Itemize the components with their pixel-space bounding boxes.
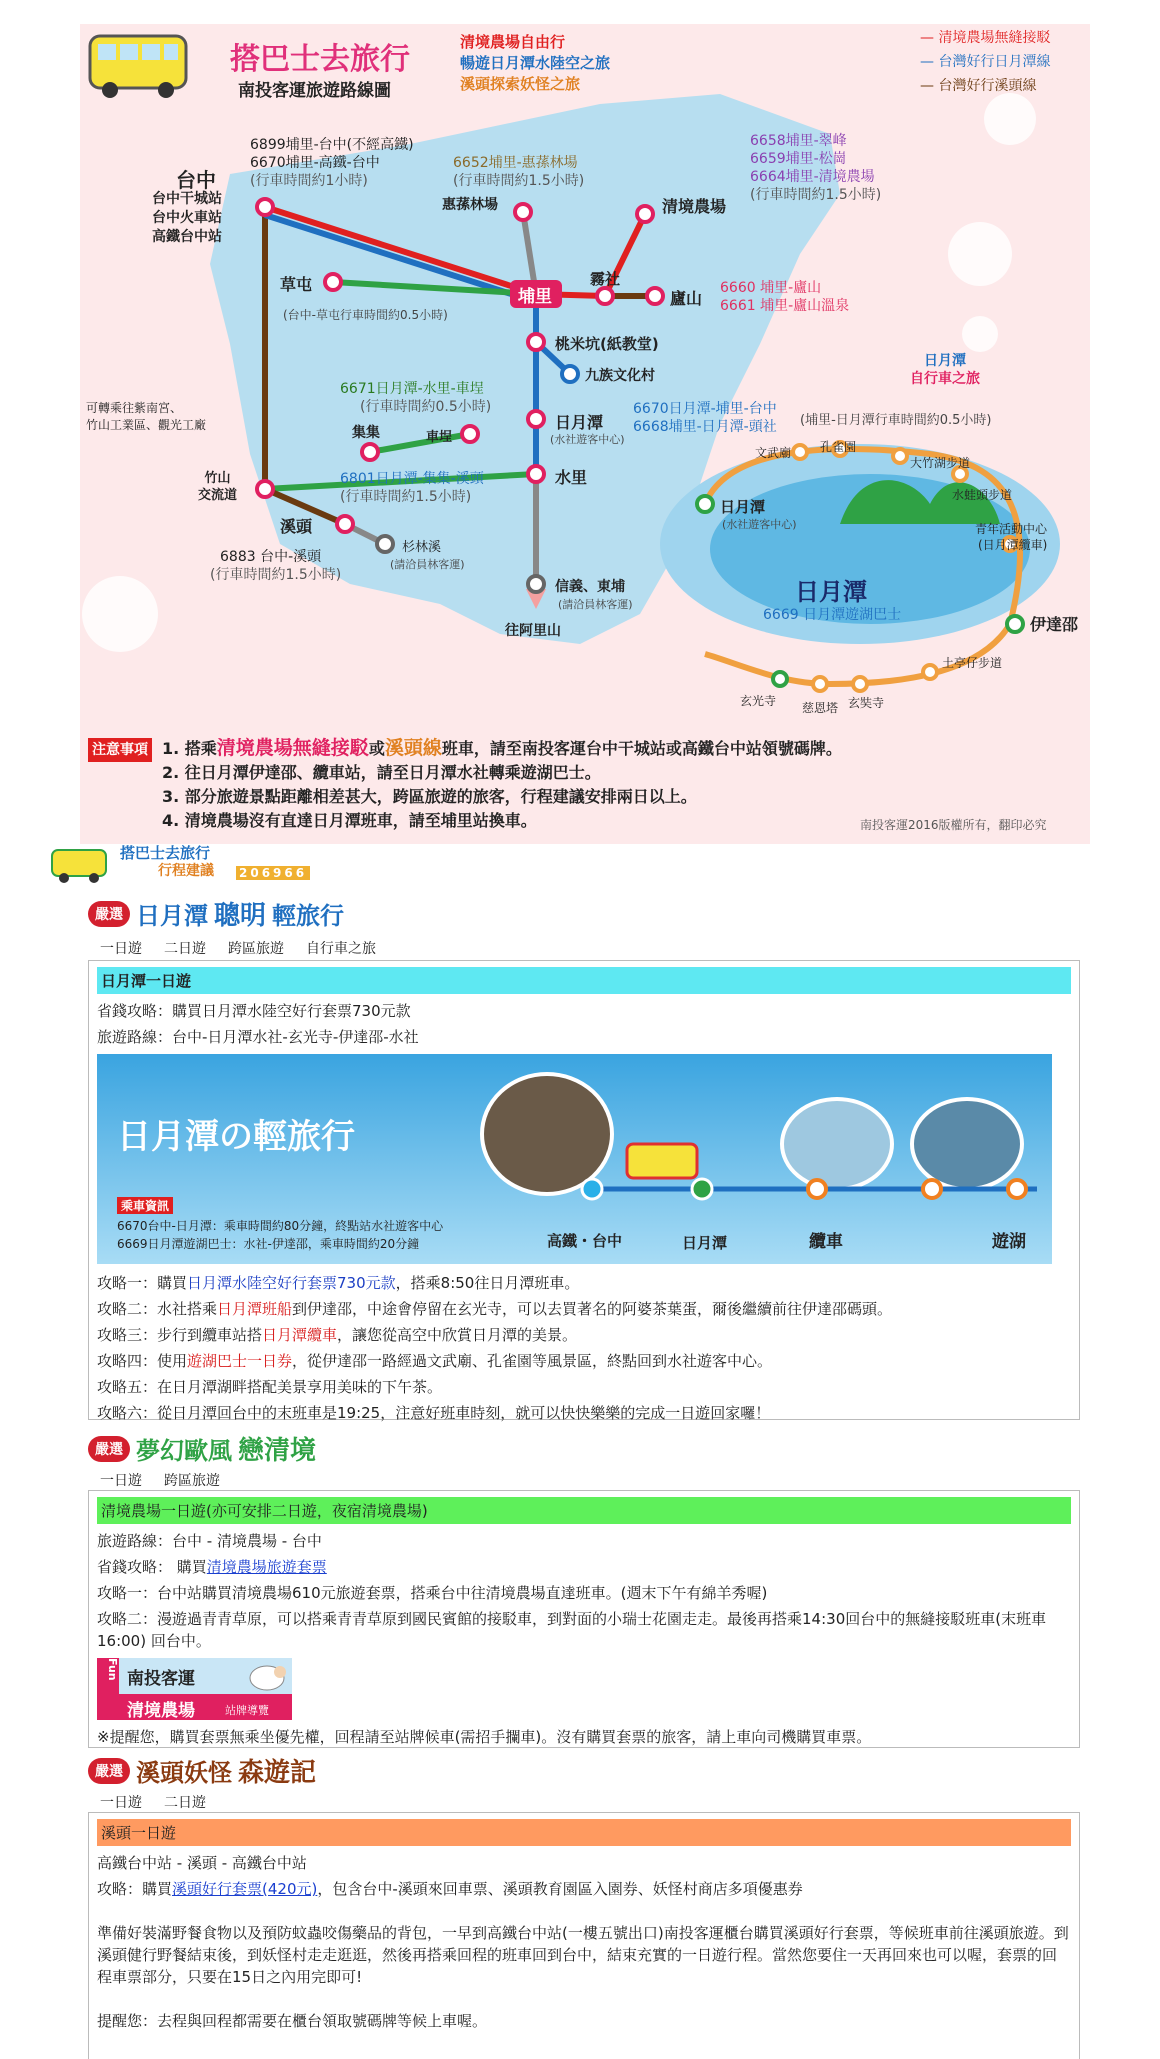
box-line: 高鐵台中站 - 溪頭 - 高鐵台中站 xyxy=(97,1854,307,1872)
lake-stop: 玄奘寺 xyxy=(848,696,885,710)
stop-wushe xyxy=(597,288,613,304)
banner-timeline xyxy=(577,1174,1047,1204)
box-line: 旅遊路線：台中-日月潭水社-玄光寺-伊達邵-水社 xyxy=(97,1028,419,1046)
zhushan-line: 竹山 xyxy=(204,471,231,486)
tab-one-day[interactable]: 一日遊 xyxy=(100,1790,142,1816)
label-lushan: 廬山 xyxy=(670,289,703,308)
strategy-text: ，搭乘8:50往日月潭班車。 xyxy=(395,1274,580,1292)
section-title-part: 夢幻歐風 xyxy=(136,1437,232,1465)
bike-tour xyxy=(910,352,980,388)
lake-title: 日月潭 xyxy=(795,578,867,606)
notice-item: 2. 往日月潭伊達邵、纜車站，請至日月潭水社轉乘遊湖巴士。 xyxy=(162,763,601,782)
tagline: 清境農場自由行 xyxy=(460,33,566,51)
stop-lushan xyxy=(647,288,663,304)
lake-stop: 玄光寺 xyxy=(740,694,777,708)
notice-text: 或 xyxy=(368,739,385,758)
xinyi-note: (請洽員林客運) xyxy=(558,598,633,611)
puli-sml-time: (埔里-日月潭行車時間約0.5小時) xyxy=(800,413,992,428)
section-title-part: 森遊記 xyxy=(238,1758,317,1788)
route-label: 6652埔里-惠蓀林場 xyxy=(453,155,578,171)
stop-shuili xyxy=(528,466,544,482)
xitou-package-link[interactable]: 溪頭好行套票(420元) xyxy=(172,1880,318,1898)
notice-text: 班車，請至南投客運台中干城站或高鐵台中站領號碼牌。 xyxy=(441,739,842,758)
ride-info-tag: 乘車資訊 xyxy=(117,1197,173,1214)
legend-label: 清境農場無縫接駁 xyxy=(938,30,1051,46)
label-taomi: 桃米坑(紙教堂) xyxy=(555,335,659,353)
suggest-header xyxy=(50,842,350,888)
strategy-highlight: 日月潭水陸空好行套票730元款 xyxy=(187,1274,396,1292)
legend-label: 台灣好行溪頭線 xyxy=(938,78,1037,94)
tab-two-day[interactable]: 二日遊 xyxy=(164,936,206,962)
route-6801 xyxy=(340,470,484,506)
route-label: 6801日月潭-集集-溪頭 xyxy=(340,471,484,487)
legend-item: — 台灣好行日月潭線 xyxy=(920,54,1051,70)
label-alishan: 往阿里山 xyxy=(505,623,561,639)
route-label: 6668埔里-日月潭-頭社 xyxy=(633,419,777,435)
reminder: ※提醒您，購買套票無乘坐優先權，回程請至站牌候車(需招手攔車)。沒有購買套票的旅客，請上車向司機購買車票。 xyxy=(97,1728,872,1746)
banner-stop: 高鐵・台中 xyxy=(547,1232,623,1250)
banner-title: 日月潭の輕旅行 xyxy=(117,1117,355,1157)
transfer-note xyxy=(86,400,206,434)
banner-stop: 日月潭 xyxy=(682,1234,728,1252)
stop-huisun xyxy=(515,204,531,220)
box-title: 溪頭一日遊 xyxy=(97,1819,1071,1846)
route-6883 xyxy=(210,548,341,584)
selected-badge: 嚴選 xyxy=(88,1758,130,1784)
strategy-text: 攻略六：從日月潭回台中的末班車是19:25，注意好班車時刻，就可以快快樂樂的完成一日遊回家囉！ xyxy=(97,1404,771,1422)
fun-tag: Fun xyxy=(97,1658,119,1698)
label-puli: 埔里 xyxy=(518,287,552,307)
lushan-routes xyxy=(720,279,849,315)
strategy-item xyxy=(97,1374,1071,1400)
visitor-center: (水社遊客中心) xyxy=(550,433,625,446)
route-label: 6883 台中-溪頭 xyxy=(220,549,322,565)
section-sunmoon-tabs xyxy=(100,936,376,962)
selected-badge: 嚴選 xyxy=(88,1436,130,1462)
tab-two-day[interactable]: 二日遊 xyxy=(164,1795,206,1811)
taichung-routes xyxy=(250,136,414,190)
tour-banner xyxy=(97,1054,1052,1264)
legend-item: — 台灣好行溪頭線 xyxy=(920,78,1037,94)
label-huisun: 惠蓀林場 xyxy=(442,197,498,213)
strategy-text: 攻略三：步行到纜車站搭 xyxy=(97,1326,263,1344)
shanlinxi-note: (請洽員林客運) xyxy=(390,558,465,571)
box-title: 清境農場一日遊(亦可安排二日遊，夜宿清境農場) xyxy=(97,1497,1071,1524)
box-line-text: ，包含台中-溪頭來回車票、溪頭教育園區入園券、妖怪村商店多項優惠券 xyxy=(317,1880,803,1898)
stop-taomi xyxy=(528,334,544,350)
stop-jiuzu xyxy=(562,366,578,382)
stop-zhushan xyxy=(257,481,273,497)
label-jiuzu: 九族文化村 xyxy=(585,368,655,384)
stop-sunmoon xyxy=(528,411,544,427)
lake-stop: 水蛙頭步道 xyxy=(952,488,1013,502)
strategy-text: 攻略二：水社搭乘 xyxy=(97,1300,218,1318)
ride-info: 6670台中-日月潭：乘車時間約80分鐘，終點站水社遊客中心 xyxy=(117,1219,444,1233)
route-6669: 6669 日月潭遊湖巴士 xyxy=(763,607,902,623)
notice-text: 1. 搭乘 xyxy=(162,739,217,758)
stop-guide-tail: 站牌導覽 xyxy=(225,1704,269,1717)
route-map xyxy=(80,24,1090,844)
legend-label: 台灣好行日月潭線 xyxy=(938,54,1051,70)
notice-highlight: 清境農場無縫接駁 xyxy=(216,737,369,759)
notice-box xyxy=(88,736,842,833)
route-6671 xyxy=(340,380,491,416)
section-sunmoon-title xyxy=(88,895,344,932)
brand-subtitle: 南投客運旅遊路線圖 xyxy=(238,81,391,101)
copyright: 南投客運2016版權所有，翻印必究 xyxy=(860,818,1047,832)
strategy-text: 攻略五：在日月潭湖畔搭配美景享用美味的下午茶。 xyxy=(97,1378,443,1396)
notice-item: 4. 清境農場沒有直達日月潭班車，請至埔里站換車。 xyxy=(162,811,537,830)
taichung-stops xyxy=(152,190,222,247)
zhushan-line: 交流道 xyxy=(198,488,238,503)
tagline: 溪頭探索妖怪之旅 xyxy=(460,75,581,93)
stop-checheng xyxy=(462,426,478,442)
strategy-item xyxy=(97,1322,1071,1348)
strategy-text: ，從伊達邵一路經過文武廟、孔雀園等風景區，終點回到水社遊客中心。 xyxy=(292,1352,773,1370)
transfer-line: 竹山工業區、觀光工廠 xyxy=(86,418,207,432)
lake-sml-note: (水社遊客中心) xyxy=(722,518,797,531)
section-title-part: 戀清境 xyxy=(238,1436,317,1466)
route-label: 6670埔里-高鐵-台中 xyxy=(250,155,380,171)
label-xitou: 溪頭 xyxy=(280,517,313,536)
banner-stop: 遊湖 xyxy=(992,1232,1026,1252)
stop-caotun xyxy=(325,274,341,290)
label-jiji: 集集 xyxy=(352,425,380,441)
label-qingjing: 清境農場 xyxy=(662,197,727,216)
lake-stop: 文武廟 xyxy=(755,446,792,460)
stop-xitou xyxy=(337,516,353,532)
bike-title: 日月潭 xyxy=(924,353,966,369)
bus-icon xyxy=(90,36,186,98)
box-line: 攻略二：漫遊過青青草原，可以搭乘青青草原到國民賓館的接駁車，到對面的小瑞士花園走走。最後再搭乘14:30回台中的無縫接駁班車(末班車16:00) 回台中。 xyxy=(97,1610,1047,1650)
taglines xyxy=(460,32,610,95)
route-label: 6670日月潭-埔里-台中 xyxy=(633,401,777,417)
box-reminder: 提醒您：去程與回程都需要在櫃台領取號碼牌等候上車喔。 xyxy=(97,2012,488,2030)
transfer-line: 可轉乘往紫南宮、 xyxy=(86,401,183,415)
section-qingjing-box xyxy=(88,1490,1080,1748)
section-title-part: 輕旅行 xyxy=(272,902,345,930)
route-time: (行車時間約1.5小時) xyxy=(210,567,342,583)
lake-sml: 日月潭 xyxy=(720,498,766,516)
box-title: 日月潭一日遊 xyxy=(97,967,1071,994)
box-paragraph: 準備好裝滿野餐食物以及預防蚊蟲咬傷藥品的背包，一早到高鐵台中站(一樓五號出口)南投客運櫃台購買溪頭好行套票，等候班車前往溪頭旅遊。到溪頭健行野餐結束後，到妖怪村走走逛逛，然後再搭乘回程的班車回到台中，結束充實的一日遊行程。當然您要住一天再回來也可以喔，套票的回程車票部分，只要在15日之內用完即可! xyxy=(97,1924,1069,1986)
strategy-highlight: 遊湖巴士一日券 xyxy=(187,1352,293,1370)
route-label: 6661 埔里-廬山溫泉 xyxy=(720,298,850,314)
route-time: (行車時間約1.5小時) xyxy=(340,489,472,505)
route-time: (行車時間約1.5小時) xyxy=(750,187,882,203)
label-taichung: 台中 xyxy=(176,168,216,192)
route-time: (行車時間約0.5小時) xyxy=(360,399,492,415)
legend-item: — 清境農場無縫接駁 xyxy=(920,30,1051,46)
label-sunmoon: 日月潭 xyxy=(555,413,604,432)
route-time: (行車時間約1小時) xyxy=(250,173,368,189)
notice-item: 3. 部分旅遊景點距離相差甚大，跨區旅遊的旅客，行程建議安排兩日以上。 xyxy=(162,787,697,806)
brand-title: 搭巴士去旅行 xyxy=(230,42,410,77)
qingjing-package-link[interactable]: 清境農場旅遊套票 xyxy=(206,1558,327,1576)
box-line: 攻略一：台中站購買清境農場610元旅遊套票，搭乘台中往清境農場直達班車。(週末下午有綿羊秀喔) xyxy=(97,1584,768,1602)
section-sunmoon-box xyxy=(88,960,1080,1420)
route-label: 6664埔里-清境農場 xyxy=(750,169,875,185)
stop-taichung xyxy=(257,199,273,215)
label-caotun: 草屯 xyxy=(280,275,313,294)
tab-one-day[interactable]: 一日遊 xyxy=(100,1468,142,1494)
box-line-text: 省錢攻略： 購買 xyxy=(97,1558,207,1576)
lake-stop-idashao: 伊達邵 xyxy=(1030,615,1079,634)
caotun-time: (台中-草屯行車時間約0.5小時) xyxy=(283,308,448,322)
strategy-item xyxy=(97,1348,1071,1374)
taichung-stop: 高鐵台中站 xyxy=(152,229,222,245)
label-shanlinxi: 杉林溪 xyxy=(402,540,442,555)
section-title-part: 溪頭妖怪 xyxy=(136,1759,232,1787)
banner-stop: 纜車 xyxy=(809,1232,843,1252)
label-zhushan xyxy=(198,470,237,504)
route-label: 6659埔里-松崗 xyxy=(750,151,847,167)
stop-guide-sub: 清境農場 xyxy=(127,1701,195,1721)
sheep-icon xyxy=(247,1660,287,1694)
strategy-highlight: 日月潭班船 xyxy=(217,1300,293,1318)
notice-label: 注意事項 xyxy=(88,738,152,762)
stop-guide-banner[interactable] xyxy=(97,1658,292,1720)
stop-qingjing xyxy=(637,206,653,222)
box-line: 省錢攻略：購買日月潭水陸空好行套票730元款 xyxy=(97,1002,411,1020)
stop-guide-brand: 南投客運 xyxy=(127,1669,195,1689)
lake-stop: 土亭仔步道 xyxy=(942,656,1003,670)
route-time: (行車時間約1.5小時) xyxy=(453,173,585,189)
route-label: 6899埔里-台中(不經高鐵) xyxy=(250,137,414,153)
route-label: 6658埔里-翠峰 xyxy=(750,133,847,149)
section-xitou-box xyxy=(88,1812,1080,2059)
label-checheng: 車埕 xyxy=(426,430,453,445)
legend xyxy=(920,26,1050,98)
huisun-route xyxy=(453,154,584,190)
strategy-item xyxy=(97,1296,1071,1322)
ride-info: 6669日月潭遊湖巴士：水社-伊達邵，乘車時間約20分鐘 xyxy=(117,1237,420,1251)
tab-cross-region[interactable]: 跨區旅遊 xyxy=(228,941,284,957)
box-line-text: 攻略：購買 xyxy=(97,1880,173,1898)
taichung-stop: 台中火車站 xyxy=(152,210,222,226)
label-shuili: 水里 xyxy=(555,468,588,487)
selected-badge: 嚴選 xyxy=(88,901,130,927)
tab-cross-region[interactable]: 跨區旅遊 xyxy=(164,1468,220,1494)
lake-stop: 孔雀園 xyxy=(820,440,857,454)
strategy-highlight: 日月潭纜車 xyxy=(262,1326,338,1344)
route-label: 6660 埔里-廬山 xyxy=(720,280,822,296)
box-line: 旅遊路線：台中 - 清境農場 - 台中 xyxy=(97,1532,322,1550)
bike-sub: 自行車之旅 xyxy=(910,371,980,387)
strategy-item xyxy=(97,1400,1071,1426)
suggest-sub: 行程建議 xyxy=(158,863,214,879)
strategy-text: 到伊達邵，中途會停留在玄光寺，可以去買著名的阿婆茶葉蛋，爾後繼續前往伊達邵碼頭。 xyxy=(292,1300,893,1318)
section-xitou-title xyxy=(88,1752,316,1789)
section-title-part: 日月潭 xyxy=(136,902,208,930)
section-qingjing-title xyxy=(88,1430,316,1467)
strategy-item xyxy=(97,1270,1071,1296)
notice-item xyxy=(162,736,842,761)
lake-stop: (日月潭纜車) xyxy=(978,538,1048,552)
section-title-part: 聰明 xyxy=(214,901,267,931)
strategy-text: ，讓您從高空中欣賞日月潭的美景。 xyxy=(337,1326,578,1344)
box-line xyxy=(97,1876,1071,1902)
label-xinyi: 信義、東埔 xyxy=(555,579,625,595)
visit-counter: 206966 xyxy=(236,866,310,880)
stop-jiji xyxy=(362,444,378,460)
sunmoon-routes xyxy=(633,400,777,436)
mini-bus-icon xyxy=(50,844,110,884)
strategy-text: 攻略四：使用 xyxy=(97,1352,188,1370)
taichung-stop: 台中干城站 xyxy=(152,191,222,207)
strategy-text: 攻略一：購買 xyxy=(97,1274,188,1292)
strategy-list xyxy=(89,1270,1079,1426)
lake-stop: 慈恩塔 xyxy=(802,701,839,715)
qingjing-routes xyxy=(750,132,881,204)
notice-highlight: 溪頭線 xyxy=(384,737,442,759)
suggest-title: 搭巴士去旅行 xyxy=(120,844,211,862)
stop-xinyi xyxy=(528,576,544,592)
lake-stop: 大竹湖步道 xyxy=(910,456,971,470)
tagline: 暢遊日月潭水陸空之旅 xyxy=(460,54,611,72)
tab-one-day[interactable]: 一日遊 xyxy=(100,941,142,957)
stop-shanlinxi xyxy=(377,536,393,552)
box-line xyxy=(97,1554,1071,1580)
lake-stop: 青年活動中心 xyxy=(975,522,1048,536)
label-wushe: 霧社 xyxy=(590,270,621,288)
tab-bike[interactable]: 自行車之旅 xyxy=(306,941,376,957)
route-label: 6671日月潭-水里-車埕 xyxy=(340,381,484,397)
